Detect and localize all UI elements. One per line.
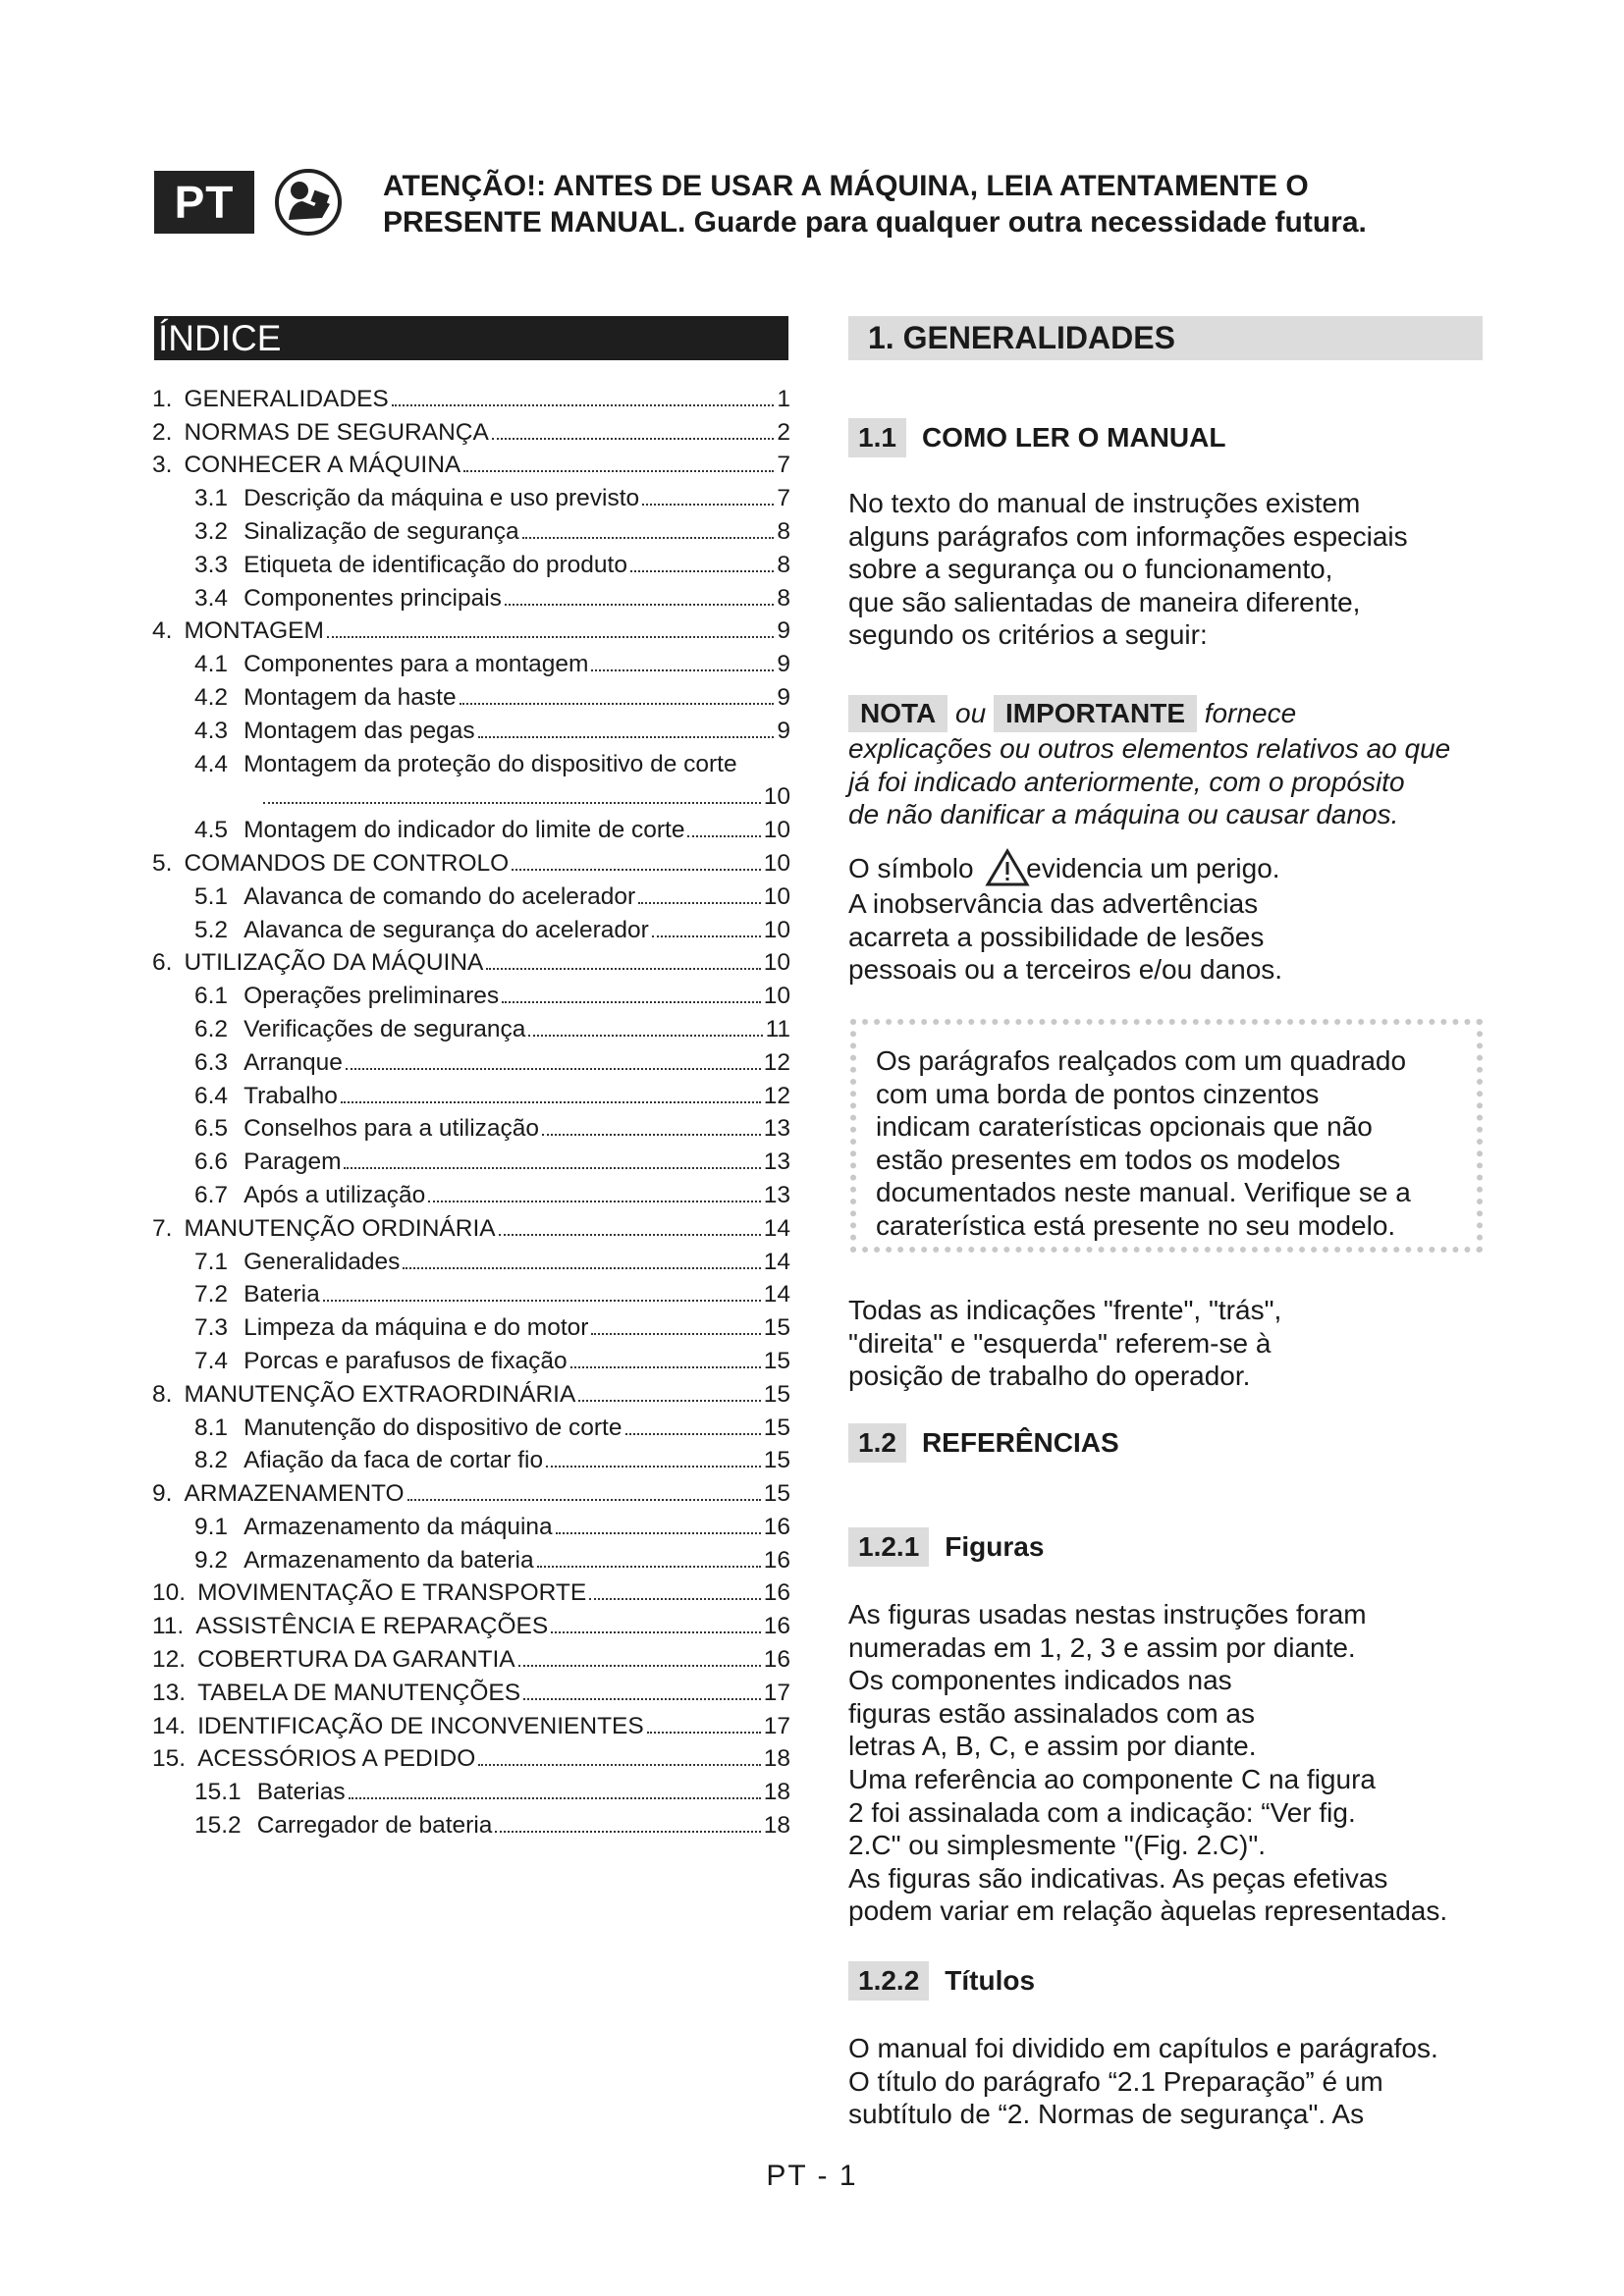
toc-leader-dots xyxy=(589,1598,761,1600)
toc-entry xyxy=(152,1675,790,1708)
page-number: PT - 1 xyxy=(766,2160,858,2192)
toc-entry xyxy=(152,1475,790,1509)
toc-entry-number: 3.2 xyxy=(194,517,229,545)
text-line: caraterística está presente no seu modelo. xyxy=(876,1209,1396,1241)
toc-entry xyxy=(152,414,790,448)
toc-entry-page: 8 xyxy=(777,517,790,545)
toc-entry-label: GENERALIDADES xyxy=(184,385,389,412)
toc-entry xyxy=(152,1376,790,1410)
toc-entry-label: Generalidades xyxy=(244,1248,401,1275)
toc-entry-number: 11. xyxy=(152,1613,185,1640)
toc-entry-number: 3.4 xyxy=(194,584,229,612)
toc-leader-dots xyxy=(537,1566,761,1568)
toc-entry-number: 7.3 xyxy=(194,1314,229,1342)
toc-entry-page: 9 xyxy=(777,683,790,711)
toc-leader-dots xyxy=(486,968,760,970)
toc-entry-number: 13. xyxy=(152,1679,187,1706)
toc-entry-page: 17 xyxy=(763,1679,790,1706)
or-text: ou xyxy=(955,698,987,728)
toc-entry-page: 2 xyxy=(777,418,790,446)
toc-entry-number: 4.3 xyxy=(194,717,229,744)
toc-leader-dots xyxy=(556,1532,761,1534)
text-line: pessoais ou a terceiros e/ou danos. xyxy=(848,954,1283,986)
toc-leader-dots xyxy=(523,1698,761,1700)
toc-entry-page: 12 xyxy=(763,1082,790,1109)
toc-entry-number: 7.4 xyxy=(194,1347,229,1374)
toc-entry-page: 10 xyxy=(763,916,790,943)
text-line: acarreta a possibilidade de lesões xyxy=(848,921,1265,952)
toc-entry-label: Verificações de segurança xyxy=(244,1015,526,1042)
toc-entry xyxy=(152,1277,790,1310)
toc-entry-page: 13 xyxy=(763,1115,790,1143)
toc-leader-dots xyxy=(478,736,775,738)
toc-entry-label: NORMAS DE SEGURANÇA xyxy=(184,418,489,446)
toc-entry xyxy=(152,513,790,547)
toc-entry xyxy=(152,1509,790,1542)
toc-entry-number: 6.7 xyxy=(194,1181,229,1208)
toc-entry-page: 15 xyxy=(763,1314,790,1342)
toc-entry xyxy=(152,713,790,746)
text-line: com uma borda de pontos cinzentos xyxy=(876,1078,1320,1109)
toc-entry-label: Porcas e parafusos de fixação xyxy=(244,1347,568,1374)
warning-triangle-icon xyxy=(985,848,1030,887)
toc-entry-page: 15 xyxy=(763,1480,790,1508)
toc-entry-number: 15.1 xyxy=(194,1779,242,1806)
toc-entry-page: 13 xyxy=(763,1181,790,1208)
text-line: As figuras são indicativas. As peças efetivas xyxy=(848,1862,1388,1894)
toc-entry-label: Descrição da máquina e uso previsto xyxy=(244,485,640,512)
text-line: numeradas em 1, 2, 3 e assim por diante. xyxy=(848,1631,1356,1663)
toc-leader-dots xyxy=(403,1267,760,1269)
text-line: indicam caraterísticas opcionais que não xyxy=(876,1111,1373,1143)
toc-leader-dots xyxy=(652,935,761,937)
toc-entry-page: 16 xyxy=(763,1646,790,1674)
toc-leader-dots xyxy=(546,1466,761,1468)
toc-leader-dots xyxy=(349,1797,761,1799)
toc-entry-number: 2. xyxy=(152,418,173,446)
subsection-1-2-heading xyxy=(848,1423,1119,1463)
toc-leader-dots xyxy=(323,1300,761,1302)
toc-leader-dots xyxy=(428,1201,760,1202)
toc-entry-page: 14 xyxy=(763,1248,790,1275)
toc-entry-page: 16 xyxy=(763,1613,790,1640)
toc-entry-number: 6.6 xyxy=(194,1148,229,1176)
toc-entry-number: 15.2 xyxy=(194,1812,242,1840)
toc-leader-dots xyxy=(570,1366,761,1368)
toc-entry-label: Baterias xyxy=(256,1779,346,1806)
toc-leader-dots xyxy=(528,1035,762,1037)
toc-entry-number: 4. xyxy=(152,617,173,645)
warning-line-2: PRESENTE MANUAL. Guarde para qualquer outra necessidade futura. xyxy=(383,206,1367,239)
warning-line-1: ATENÇÃO!: ANTES DE USAR A MÁQUINA, LEIA ATENTAMENTE O xyxy=(383,170,1309,202)
toc-entry-number: 4.5 xyxy=(194,817,229,844)
toc-entry-page: 10 xyxy=(763,882,790,910)
text-line: já foi indicado anteriormente, com o propósito xyxy=(848,766,1405,797)
toc-leader-dots xyxy=(505,604,774,606)
toc-entry-label: Armazenamento da máquina xyxy=(244,1513,553,1540)
toc-entry-label: IDENTIFICAÇÃO DE INCONVENIENTES xyxy=(197,1712,644,1739)
toc-entry-label: Arranque xyxy=(244,1048,343,1076)
text-fragment: evidencia um perigo. xyxy=(1026,853,1280,883)
toc-entry xyxy=(152,381,790,414)
toc-entry-number: 8.1 xyxy=(194,1414,229,1441)
text-line: O manual foi dividido em capítulos e parágrafos. xyxy=(848,2033,1438,2063)
toc-entry-label: MONTAGEM xyxy=(184,617,324,645)
toc-entry-label: Paragem xyxy=(244,1148,342,1176)
text-line: figuras estão assinalados com as xyxy=(848,1697,1255,1729)
toc-entry-label: Alavanca de segurança do acelerador xyxy=(244,916,649,943)
toc-entry-page: 9 xyxy=(777,717,790,744)
toc-entry xyxy=(152,1111,790,1145)
text-line: que são salientadas de maneira diferente, xyxy=(848,586,1361,617)
toc-entry xyxy=(152,1078,790,1111)
toc-leader-dots xyxy=(502,1001,761,1003)
toc-leader-dots xyxy=(625,1433,761,1435)
toc-entry xyxy=(152,448,790,481)
toc-entry xyxy=(152,1309,790,1343)
toc-entry-label: Alavanca de comando do acelerador xyxy=(244,882,636,910)
toc-entry-page: 9 xyxy=(777,617,790,645)
toc-entry-label: COMANDOS DE CONTROLO xyxy=(184,849,510,877)
titles-paragraph xyxy=(848,2032,1487,2131)
toc-leader-dots xyxy=(591,669,774,671)
toc-entry-label: ACESSÓRIOS A PEDIDO xyxy=(197,1745,476,1773)
toc-entry-page: 7 xyxy=(777,452,790,479)
toc-entry xyxy=(152,1044,790,1078)
toc-entry-label: Conselhos para a utilização xyxy=(244,1115,540,1143)
text-line: Os componentes indicados nas xyxy=(848,1665,1232,1696)
toc-entry xyxy=(152,879,790,912)
toc-entry-page: 14 xyxy=(763,1281,790,1308)
toc-entry xyxy=(152,1575,790,1609)
directions-paragraph xyxy=(848,1294,1487,1393)
toc-entry-page: 10 xyxy=(763,849,790,877)
toc-entry-page: 14 xyxy=(763,1214,790,1242)
toc-entry-number: 10. xyxy=(152,1579,187,1607)
text-line: alguns parágrafos com informações especiais xyxy=(848,520,1408,552)
text-line: estão presentes em todos os modelos xyxy=(876,1144,1341,1175)
text-line: explicações ou outros elementos relativos ao que xyxy=(848,733,1451,764)
toc-entry-label: ASSISTÊNCIA E REPARAÇÕES xyxy=(195,1613,549,1640)
subsection-number: 1.2.1 xyxy=(848,1527,929,1567)
toc-entry-page: 17 xyxy=(763,1712,790,1739)
toc-entry xyxy=(152,1144,790,1177)
toc-entry-page: 16 xyxy=(763,1513,790,1540)
toc-entry-page: 15 xyxy=(763,1414,790,1441)
toc-leader-dots xyxy=(263,802,761,804)
toc-leader-dots xyxy=(327,636,774,638)
toc-entry-number: 8. xyxy=(152,1380,173,1408)
optional-features-text xyxy=(876,1044,1477,1243)
toc-leader-dots xyxy=(647,1732,761,1734)
figures-paragraph xyxy=(848,1598,1487,1928)
toc-entry-page: 16 xyxy=(763,1546,790,1574)
toc-entry-label: Componentes principais xyxy=(244,584,502,612)
toc-entry xyxy=(152,1708,790,1741)
toc-entry-label: Manutenção do dispositivo de corte xyxy=(244,1414,623,1441)
toc-entry-page: 10 xyxy=(763,783,790,811)
toc-entry-label: MOVIMENTAÇÃO E TRANSPORTE xyxy=(197,1579,587,1607)
toc-entry-number: 9.1 xyxy=(194,1513,229,1540)
toc-entry-label: Afiação da faca de cortar fio xyxy=(244,1447,544,1474)
text-line: 2 foi assinalada com a indicação: “Ver fig. xyxy=(848,1796,1356,1828)
text-line: podem variar em relação àquelas representadas. xyxy=(848,1896,1448,1927)
toc-entry xyxy=(152,845,790,879)
subsection-title: Figuras xyxy=(945,1531,1045,1562)
toc-entry-number: 6.3 xyxy=(194,1048,229,1076)
toc-entry-number: 5.2 xyxy=(194,916,229,943)
toc-leader-dots xyxy=(407,1499,761,1501)
toc-leader-dots xyxy=(392,404,775,406)
subsection-1-1-heading xyxy=(848,418,1225,457)
toc-entry xyxy=(152,945,790,979)
toc-entry-label: Bateria xyxy=(244,1281,320,1308)
toc-entry-page: 10 xyxy=(763,983,790,1010)
nota-tag: NOTA xyxy=(848,695,947,732)
toc-leader-dots xyxy=(591,1333,760,1335)
text-line: segundo os critérios a seguir: xyxy=(848,619,1208,651)
toc-entry-page: 10 xyxy=(763,817,790,844)
toc-entry-label: Etiqueta de identificação do produto xyxy=(244,551,627,578)
toc-entry-page: 18 xyxy=(763,1779,790,1806)
intro-paragraph xyxy=(848,487,1487,652)
toc-entry xyxy=(152,1741,790,1775)
toc-entry-page: 13 xyxy=(763,1148,790,1176)
toc-entry-label: Trabalho xyxy=(244,1082,338,1109)
toc-entry-number: 14. xyxy=(152,1712,187,1739)
toc-entry xyxy=(152,1641,790,1675)
toc-entry xyxy=(152,580,790,614)
toc-leader-dots xyxy=(344,1167,760,1169)
text-line: As figuras usadas nestas instruções foram xyxy=(848,1599,1367,1629)
subsection-number: 1.2 xyxy=(848,1423,906,1463)
text-fragment: O símbolo xyxy=(848,853,974,883)
toc-entry-label: Operações preliminares xyxy=(244,983,500,1010)
toc-entry-number: 4.4 xyxy=(194,750,229,777)
text-line: Os parágrafos realçados com um quadrado xyxy=(876,1045,1407,1076)
toc-entry-number: 6. xyxy=(152,949,173,977)
toc-entry-number: 7.2 xyxy=(194,1281,229,1308)
text-line: Uma referência ao componente C na figura xyxy=(848,1763,1376,1794)
toc-leader-dots xyxy=(542,1134,761,1136)
toc-entry-number: 3.1 xyxy=(194,485,229,512)
toc-entry xyxy=(152,779,790,813)
toc-entry-label: Após a utilização xyxy=(244,1181,426,1208)
note-paragraph xyxy=(848,695,1487,831)
toc-leader-dots xyxy=(630,570,774,572)
toc-entry xyxy=(152,1011,790,1044)
toc-entry-number: 15. xyxy=(152,1745,187,1773)
toc-entry-page: 12 xyxy=(763,1048,790,1076)
toc-entry-number: 5.1 xyxy=(194,882,229,910)
toc-entry-label: MANUTENÇÃO EXTRAORDINÁRIA xyxy=(184,1380,576,1408)
toc-entry-number: 5. xyxy=(152,849,173,877)
toc-entry-number: 6.4 xyxy=(194,1082,229,1109)
reader-manual-icon xyxy=(275,169,342,236)
toc-entry-number: 4.1 xyxy=(194,651,229,678)
text-line: "direita" e "esquerda" referem-se à xyxy=(848,1327,1272,1359)
text-line: 2.C" ou simplesmente "(Fig. 2.C)". xyxy=(848,1830,1267,1861)
toc-entry-page: 16 xyxy=(763,1579,790,1607)
toc-entry-page: 10 xyxy=(763,949,790,977)
toc-leader-dots xyxy=(642,504,774,506)
note-text: fornece xyxy=(1204,698,1297,728)
toc-entry-label: Componentes para a montagem xyxy=(244,651,589,678)
toc-entry xyxy=(152,1410,790,1443)
toc-leader-dots xyxy=(346,1068,761,1070)
toc-entry-number: 9.2 xyxy=(194,1546,229,1574)
toc-leader-dots xyxy=(638,902,761,904)
toc-entry-label: Montagem das pegas xyxy=(244,717,475,744)
toc-entry-page: 8 xyxy=(777,584,790,612)
toc-entry xyxy=(152,614,790,647)
text-line: letras A, B, C, e assim por diante. xyxy=(848,1731,1257,1762)
subsection-1-2-2-heading xyxy=(848,1961,1035,2001)
toc-entry xyxy=(152,679,790,713)
toc-leader-dots xyxy=(518,1665,761,1667)
toc-entry-label: Armazenamento da bateria xyxy=(244,1546,534,1574)
toc-entry-label: Sinalização de segurança xyxy=(244,517,519,545)
toc-entry-page: 8 xyxy=(777,551,790,578)
toc-entry xyxy=(152,1807,790,1841)
toc-entry-page: 18 xyxy=(763,1812,790,1840)
toc-entry-page: 18 xyxy=(763,1745,790,1773)
subsection-title: REFERÊNCIAS xyxy=(921,1427,1119,1458)
toc-leader-dots xyxy=(492,438,775,440)
toc-entry-number: 1. xyxy=(152,385,173,412)
toc-entry-number: 6.1 xyxy=(194,983,229,1010)
toc-entry-number: 7.1 xyxy=(194,1248,229,1275)
toc-leader-dots xyxy=(578,1400,760,1402)
table-of-contents xyxy=(152,381,790,1841)
toc-leader-dots xyxy=(687,835,760,837)
toc-entry xyxy=(152,547,790,580)
toc-entry-label: COBERTURA DA GARANTIA xyxy=(197,1646,515,1674)
section-heading: 1. GENERALIDADES xyxy=(848,316,1483,360)
toc-leader-dots xyxy=(460,703,775,705)
toc-entry-page: 11 xyxy=(765,1015,790,1042)
toc-leader-dots xyxy=(478,1764,760,1766)
importante-tag: IMPORTANTE xyxy=(994,695,1197,732)
toc-entry-number: 6.2 xyxy=(194,1015,229,1042)
toc-entry xyxy=(152,1542,790,1575)
language-badge: PT xyxy=(154,171,254,234)
toc-entry-number: 12. xyxy=(152,1646,187,1674)
toc-entry-page: 15 xyxy=(763,1447,790,1474)
text-line: A inobservância das advertências xyxy=(848,888,1259,919)
toc-entry xyxy=(152,480,790,513)
toc-entry-page: 1 xyxy=(777,385,790,412)
danger-symbol-paragraph xyxy=(848,848,1487,987)
toc-entry-label: Montagem do indicador do limite de corte xyxy=(244,817,685,844)
warning-notice xyxy=(383,168,1561,240)
toc-entry-number: 3.3 xyxy=(194,551,229,578)
toc-entry-page: 15 xyxy=(763,1380,790,1408)
toc-entry-number: 4.2 xyxy=(194,683,229,711)
toc-entry-number: 9. xyxy=(152,1480,173,1508)
text-line: Todas as indicações "frente", "trás", xyxy=(848,1295,1282,1325)
toc-entry-number: 8.2 xyxy=(194,1447,229,1474)
subsection-1-2-1-heading xyxy=(848,1527,1044,1567)
toc-entry-label: Carregador de bateria xyxy=(256,1812,493,1840)
toc-leader-dots xyxy=(463,470,774,472)
toc-entry-label: CONHECER A MÁQUINA xyxy=(184,452,461,479)
toc-entry-label: MANUTENÇÃO ORDINÁRIA xyxy=(184,1214,496,1242)
text-line: posição de trabalho do operador. xyxy=(848,1361,1251,1392)
toc-leader-dots xyxy=(495,1831,760,1833)
toc-entry xyxy=(152,646,790,679)
toc-entry xyxy=(152,1210,790,1244)
toc-entry-label: Montagem da proteção do dispositivo de corte xyxy=(244,750,737,777)
subsection-title: COMO LER O MANUAL xyxy=(921,422,1226,453)
toc-leader-dots xyxy=(499,1234,761,1236)
toc-entry-number: 6.5 xyxy=(194,1115,229,1143)
optional-features-box xyxy=(850,1019,1483,1253)
toc-leader-dots xyxy=(512,869,761,871)
toc-entry xyxy=(152,978,790,1011)
toc-entry xyxy=(152,1244,790,1277)
toc-entry-label: UTILIZAÇÃO DA MÁQUINA xyxy=(184,949,484,977)
toc-entry xyxy=(152,1774,790,1807)
toc-entry xyxy=(152,1443,790,1476)
text-line: subtítulo de “2. Normas de segurança". As xyxy=(848,2099,1365,2130)
toc-entry xyxy=(152,1177,790,1210)
text-line: de não danificar a máquina ou causar danos. xyxy=(848,799,1399,830)
subsection-number: 1.2.2 xyxy=(848,1961,929,2001)
toc-leader-dots xyxy=(341,1101,761,1103)
toc-entry-number: 7. xyxy=(152,1214,173,1242)
subsection-number: 1.1 xyxy=(848,418,906,457)
text-line: sobre a segurança ou o funcionamento, xyxy=(848,554,1333,585)
toc-entry xyxy=(152,1343,790,1376)
text-line: O título do parágrafo “2.1 Preparação” é um xyxy=(848,2065,1383,2097)
toc-entry-page: 7 xyxy=(777,485,790,512)
toc-entry xyxy=(152,912,790,945)
toc-entry-number: 3. xyxy=(152,452,173,479)
text-line: No texto do manual de instruções existem xyxy=(848,488,1361,518)
toc-entry-label: TABELA DE MANUTENÇÕES xyxy=(197,1679,521,1706)
toc-entry-page: 15 xyxy=(763,1347,790,1374)
toc-entry-label: Montagem da haste xyxy=(244,683,457,711)
toc-entry-page: 9 xyxy=(777,651,790,678)
toc-entry xyxy=(152,746,790,779)
toc-leader-dots xyxy=(522,537,775,539)
toc-entry xyxy=(152,1608,790,1641)
text-line: documentados neste manual. Verifique se a xyxy=(876,1177,1411,1208)
index-title: ÍNDICE xyxy=(154,316,788,360)
toc-leader-dots xyxy=(551,1631,761,1633)
toc-entry xyxy=(152,812,790,845)
subsection-title: Títulos xyxy=(945,1965,1036,1996)
toc-entry-label: Limpeza da máquina e do motor xyxy=(244,1314,589,1342)
toc-entry-label: ARMAZENAMENTO xyxy=(184,1480,405,1508)
